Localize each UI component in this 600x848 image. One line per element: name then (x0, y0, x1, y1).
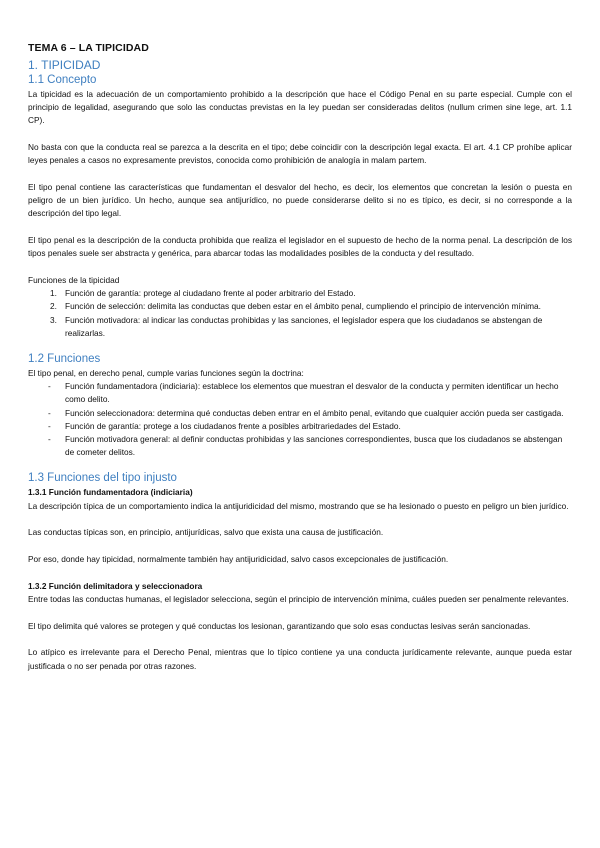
list-item-text: Función de garantía: protege al ciudadano frente al poder arbitrario del Estado. (65, 288, 356, 299)
section-1-3-2-heading: 1.3.2 Función delimitadora y seleccionadora (28, 580, 203, 591)
list-item-text: Función de garantía: protege a los ciudadanos frente a posibles arbitrariedades del Estado. (65, 420, 401, 431)
body-paragraph: Las conductas típicas son, en principio, antijurídicas, salvo que exista una causa de justificación. (28, 527, 384, 538)
section-1-1-heading: 1.1 Concepto (28, 74, 97, 86)
body-paragraph: El tipo delimita qué valores se protegen y qué conductas los lesionan, garantizando que solo esas conductas lesivas serán sancionadas. (28, 620, 531, 631)
list-item-text: Función motivadora general: al definir conductas prohibidas y las sanciones correspondientes, busca que los ciudadanos se abstengan de cometer delitos. (65, 434, 563, 458)
list-dash: - (48, 420, 51, 431)
functions-intro: El tipo penal, en derecho penal, cumple varias funciones según la doctrina: (28, 368, 304, 379)
list-item-text: Función fundamentadora (indiciaria): establece los elementos que muestran el desvalor de la conducta y permiten identificar un hecho como delito. (65, 381, 559, 405)
section-1-heading: 1. TIPICIDAD (28, 58, 101, 72)
section-1-3-heading: 1.3 Funciones del tipo injusto (28, 472, 177, 485)
concept-paragraph: La tipicidad es la adecuación de un comportamiento prohibido a la descripción que hace el Código Penal en su parte especial. Cumple con el principio de legalidad, asegurando que solo las conductas previstas en la ley puedan ser consideradas delitos (nullum crimen sine lege, art. 1.1 CP). (28, 89, 572, 126)
concept-paragraph: El tipo penal contiene las características que fundamentan el desvalor del hecho, es decir, los elementos que concretan la lesión o puesta en peligro de un bien jurídico. Un hecho, aunque sea antijurídico, no puede considerarse delito si no es típico, es decir, si no corresponde a la descripción del tipo legal. (28, 182, 572, 219)
section-1-2-heading: 1.2 Funciones (28, 353, 101, 366)
list-number: 3. (50, 314, 57, 325)
list-item (28, 407, 572, 420)
functions-bullet-list (28, 380, 572, 459)
body-paragraph: Lo atípico es irrelevante para el Derecho Penal, mientras que lo típico contiene ya una conducta jurídicamente relevante, aunque pueda estar justificada o no ser penada por otras razones. (28, 647, 572, 671)
list-item (28, 300, 572, 313)
concept-paragraph: El tipo penal es la descripción de la conducta prohibida que realiza el legislador en el supuesto de hecho de la norma penal. La descripción de los tipos penales suele ser abstracta y genérica, para abarcar todas las modalidades posibles de la conducta y del resultado. (28, 235, 572, 259)
list-item (28, 433, 572, 459)
functions-list-title: Funciones de la tipicidad (28, 275, 120, 286)
body-paragraph: Entre todas las conductas humanas, el legislador selecciona, según el principio de intervención mínima, cuáles pueden ser penalmente relevantes. (28, 593, 569, 604)
list-item (28, 287, 572, 300)
list-item (28, 420, 572, 433)
body-paragraph: La descripción típica de un comportamiento indica la antijuridicidad del mismo, mostrando que se ha lesionado o puesto en peligro un bien jurídico. (28, 500, 569, 511)
section-1-3-1-heading: 1.3.1 Función fundamentadora (indiciaria) (28, 487, 193, 498)
list-dash: - (48, 434, 51, 445)
list-item-text: Función seleccionadora: determina qué conductas deben entrar en el ámbito penal, evitando que cualquier acción pueda ser castigada. (65, 407, 564, 418)
list-dash: - (48, 407, 51, 418)
list-dash: - (48, 381, 51, 392)
list-number: 1. (50, 288, 57, 299)
document-title: TEMA 6 – LA TIPICIDAD (28, 42, 149, 54)
list-number: 2. (50, 301, 57, 312)
body-paragraph: Por eso, donde hay tipicidad, normalmente también hay antijuridicidad, salvo casos excepcionales de justificación. (28, 554, 449, 565)
functions-numbered-list (28, 287, 572, 340)
list-item (28, 314, 572, 340)
list-item (28, 380, 572, 406)
list-item-text: Función motivadora: al indicar las conductas prohibidas y las sanciones, el legislador espera que los ciudadanos se abstengan de realizarlas. (65, 314, 543, 338)
concept-paragraph: No basta con que la conducta real se parezca a la descrita en el tipo; debe coincidir con la descripción legal exacta. El art. 4.1 CP prohíbe aplicar leyes penales a casos no expresamente previstos, conocida como prohibición de analogía in malam partem. (28, 142, 572, 166)
list-item-text: Función de selección: delimita las conductas que deben estar en el ámbito penal, cumpliendo el principio de intervención mínima. (65, 301, 541, 312)
